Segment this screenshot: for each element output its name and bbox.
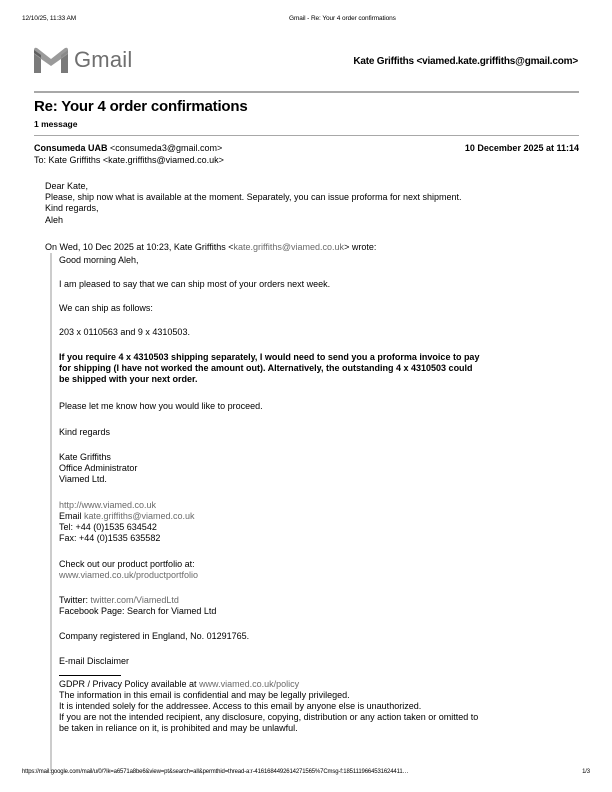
signature-title: Office Administrator bbox=[59, 463, 138, 473]
signature-fax: Fax: +44 (0)1535 635582 bbox=[59, 533, 161, 543]
company-registration: Company registered in England, No. 01291765. bbox=[59, 631, 250, 641]
disclaimer-rule bbox=[59, 675, 121, 676]
sender-name: Consumeda UAB bbox=[34, 143, 108, 153]
subject-divider bbox=[34, 135, 579, 136]
gmail-m-icon bbox=[34, 47, 68, 73]
sent-datetime: 10 December 2025 at 11:14 bbox=[464, 143, 579, 153]
quoted-message bbox=[50, 253, 580, 771]
signature-email-link[interactable]: kate.griffiths@viamed.co.uk bbox=[84, 511, 195, 521]
signature-website-link[interactable]: http://www.viamed.co.uk bbox=[59, 500, 157, 510]
message-count: 1 message bbox=[34, 119, 78, 129]
print-header bbox=[22, 15, 590, 27]
header-divider bbox=[34, 91, 579, 93]
disclaimer-line: be taken in reliance on it, is prohibited and may be unlawful. bbox=[59, 723, 298, 733]
quoted-bold-line: be shipped with your next order. bbox=[59, 374, 198, 384]
body-line: Aleh bbox=[45, 214, 64, 225]
recipient: To: Kate Griffiths <kate.griffiths@viamed.co.uk> bbox=[34, 155, 224, 165]
disclaimer-line: If you are not the intended recipient, any disclosure, copying, distribution or any action taken or omitted to bbox=[59, 712, 479, 722]
quoted-signoff: Kind regards bbox=[59, 427, 111, 437]
signature-facebook: Facebook Page: Search for Viamed Ltd bbox=[59, 606, 217, 616]
quote-attribution: On Wed, 10 Dec 2025 at 10:23, Kate Griffiths <kate.griffiths@viamed.co.uk> wrote: bbox=[45, 242, 377, 252]
account-identity: Kate Griffiths <viamed.kate.griffiths@gmail.com> bbox=[353, 56, 578, 67]
quoted-bold-line: for shipping (I have not worked the amount out). Alternatively, the outstanding 4 x 4310503 could bbox=[59, 363, 473, 373]
body-line: Dear Kate, bbox=[45, 181, 89, 191]
sender bbox=[34, 143, 222, 153]
signature-name: Kate Griffiths bbox=[59, 452, 111, 462]
page-number: 1/3 bbox=[582, 769, 590, 775]
print-url: https://mail.google.com/mail/u/0/?ik=a6571a8be6&view=pt&search=all&permthid=thread-a:r-4161684492614271565%7Cmsg-f:1851119664531624411… bbox=[22, 769, 409, 775]
twitter-link[interactable]: twitter.com/ViamedLtd bbox=[90, 595, 179, 605]
signature-twitter: Twitter: twitter.com/ViamedLtd bbox=[59, 595, 179, 605]
print-datetime: 12/10/25, 11:33 AM bbox=[22, 15, 77, 22]
quoted-paragraph: I am pleased to say that we can ship most of your orders next week. bbox=[59, 279, 331, 289]
message-body bbox=[45, 181, 585, 226]
signature-email: Email kate.griffiths@viamed.co.uk bbox=[59, 511, 195, 521]
gdpr-policy-link[interactable]: www.viamed.co.uk/policy bbox=[199, 679, 300, 689]
attribution-email-link[interactable]: kate.griffiths@viamed.co.uk bbox=[233, 242, 345, 252]
sender-email: <consumeda3@gmail.com> bbox=[110, 143, 223, 153]
quoted-paragraph: We can ship as follows: bbox=[59, 303, 153, 313]
body-line: Please, ship now what is available at the moment. Separately, you can issue proforma for next shipment. bbox=[45, 192, 462, 203]
signature-company: Viamed Ltd. bbox=[59, 474, 107, 484]
portfolio-link[interactable]: www.viamed.co.uk/productportfolio bbox=[59, 570, 199, 580]
quoted-paragraph: Please let me know how you would like to proceed. bbox=[59, 401, 263, 411]
gdpr-line: GDPR / Privacy Policy available at www.viamed.co.uk/policy bbox=[59, 679, 300, 689]
quoted-paragraph: 203 x 0110563 and 9 x 4310503. bbox=[59, 327, 190, 337]
quoted-greeting: Good morning Aleh, bbox=[59, 255, 139, 265]
disclaimer-line: The information in this email is confidential and may be legally privileged. bbox=[59, 690, 350, 700]
gmail-wordmark: Gmail bbox=[74, 47, 133, 72]
disclaimer-heading: E-mail Disclaimer bbox=[59, 656, 130, 666]
signature-tel: Tel: +44 (0)1535 634542 bbox=[59, 522, 157, 532]
print-page-title: Gmail - Re: Your 4 order confirmations bbox=[289, 15, 396, 22]
thread-subject: Re: Your 4 order confirmations bbox=[34, 98, 248, 115]
portfolio-label: Check out our product portfolio at: bbox=[59, 559, 195, 569]
disclaimer-line: It is intended solely for the addressee. Access to this email by anyone else is unauthorized. bbox=[59, 701, 422, 711]
quoted-bold-line: If you require 4 x 4310503 shipping separately, I would need to send you a proforma invoice to pay bbox=[59, 352, 480, 362]
gmail-logo[interactable] bbox=[34, 47, 132, 73]
body-line: Kind regards, bbox=[45, 203, 99, 214]
